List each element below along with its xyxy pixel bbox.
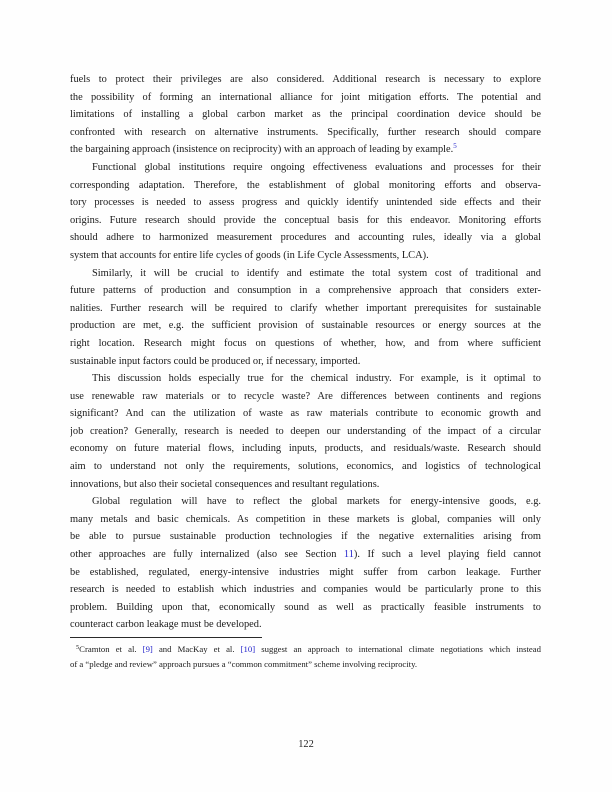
text-line [70, 476, 541, 494]
text-line [70, 300, 541, 318]
text-segment: confronted with research on alternative instruments. Specifically, further research should compare [70, 126, 541, 138]
text-line [70, 616, 541, 634]
text-segment: of a “pledge and review” approach pursues a “common commitment” scheme involving reciprocity. [70, 659, 418, 670]
paragraph [70, 370, 541, 493]
text-line [70, 642, 541, 657]
text-segment: significant? And can the utilization of waste as raw materials contribute to economic growth and [70, 408, 541, 420]
text-segment: economy on future material flows, including inputs, products, and residuals/waste. Research should [70, 443, 541, 455]
text-line [70, 493, 541, 511]
text-line [70, 388, 541, 406]
text-segment: and MacKay et al. [152, 644, 241, 654]
text-segment: nalities. Further research will be required to clarify whether important prerequisites for sustainable [70, 302, 541, 314]
footnote-marker: 5 [76, 644, 80, 651]
text-segment: suggest an approach to international climate negotiations which instead [255, 644, 541, 654]
text-line [70, 106, 541, 124]
text-segment: right location. Research might focus on questions of whether, how, and from where sufficient [70, 337, 541, 349]
text-segment: future patterns of production and consumption in a comprehensive approach that considers exter- [70, 285, 541, 297]
text-segment: research is needed to establish which industries and companies would be particularly prone to this [70, 584, 541, 596]
text-block [70, 71, 541, 672]
text-line [70, 194, 541, 212]
text-segment: aim to understand not only the requirements, solutions, economics, and logistics of technological [70, 461, 541, 473]
text-segment: limitations of installing a global carbon market as the principal coordination device should be [70, 109, 541, 121]
body-text [70, 71, 541, 634]
text-line [70, 564, 541, 582]
citation-link[interactable]: [9] [142, 644, 153, 654]
text-segment: use renewable raw materials or to recycle waste? Are differences between continents and regions [70, 390, 541, 402]
text-line [70, 458, 541, 476]
text-line [70, 282, 541, 300]
text-segment: job creation? Generally, research is needed to deepen our understanding of the impact of a circular [70, 425, 541, 437]
paragraph [70, 493, 541, 634]
text-segment: tory processes is needed to assess progress and quickly identify unintended side effects and their [70, 197, 541, 209]
footnote-text [70, 642, 541, 672]
text-segment: should adhere to harmonized measurement procedures and accounting rules, ideally via a global [70, 232, 541, 244]
text-segment: other approaches are fully internalized (also see Section [70, 549, 344, 561]
page-number: 122 [298, 739, 314, 750]
text-segment: the bargaining approach (insistence on reciprocity) with an approach of leading by example. [70, 144, 454, 156]
text-segment: problem. Building upon that, economically sound as well as practically feasible instruments to [70, 601, 541, 613]
text-line [70, 657, 541, 672]
text-line [70, 71, 541, 89]
text-segment: Global regulation will have to reflect the global markets for energy-intensive goods, e.g. [92, 496, 541, 508]
text-line [70, 229, 541, 247]
text-segment: innovations, but also their societal consequences and resultant regulations. [70, 478, 380, 490]
text-line [70, 528, 541, 546]
text-line [70, 159, 541, 177]
text-line [70, 265, 541, 283]
footnote [70, 637, 541, 672]
text-line [70, 317, 541, 335]
text-segment: corresponding adaptation. Therefore, the establishment of global monitoring efforts and observa- [70, 179, 541, 191]
text-line [70, 370, 541, 388]
text-segment: many metals and basic chemicals. As competition in these markets is global, companies will only [70, 513, 541, 525]
citation-link[interactable]: 11 [343, 549, 354, 561]
text-segment: ). If such a level playing field cannot [353, 549, 541, 561]
text-segment: production are met, e.g. the sufficient provision of sustainable resources or energy sources at the [70, 320, 541, 332]
citation-link[interactable]: [10] [240, 644, 256, 654]
text-line [70, 141, 541, 159]
text-segment: system that accounts for entire life cycles of goods (in Life Cycle Assessments, LCA). [70, 249, 429, 261]
text-segment: Cramton et al. [79, 644, 143, 654]
paragraph [70, 71, 541, 159]
text-line [70, 335, 541, 353]
text-line [70, 124, 541, 142]
text-segment: counteract carbon leakage must be developed. [70, 619, 262, 631]
paragraph [70, 265, 541, 371]
text-segment: sustainable input factors could be produced or, if necessary, imported. [70, 355, 361, 367]
text-segment: This discussion holds especially true for the chemical industry. For example, is it optimal to [92, 373, 541, 385]
footnote-rule [70, 637, 262, 638]
text-line [70, 177, 541, 195]
text-line [70, 423, 541, 441]
text-segment: origins. Future research should provide the conceptual basis for this endeavor. Monitoring efforts [70, 214, 541, 226]
text-line [70, 599, 541, 617]
text-segment: be able to pursue sustainable production technologies if the negative externalities arising from [70, 531, 541, 543]
text-line [70, 405, 541, 423]
text-segment: be established, regulated, energy-intensive industries might suffer from carbon leakage. Further [70, 566, 541, 578]
text-line [70, 353, 541, 371]
text-line [70, 581, 541, 599]
text-segment: Similarly, it will be crucial to identify and estimate the total system cost of traditional and [92, 267, 541, 279]
text-segment: Functional global institutions require ongoing effectiveness evaluations and processes for their [92, 161, 541, 173]
text-line [70, 546, 541, 564]
text-line [70, 440, 541, 458]
text-segment: fuels to protect their privileges are also considered. Additional research is necessary to explore [70, 74, 541, 85]
paragraph [70, 159, 541, 265]
text-segment: the possibility of forming an international alliance for joint mitigation efforts. The potential and [70, 91, 541, 103]
text-line [70, 89, 541, 107]
text-line [70, 212, 541, 230]
text-line [70, 511, 541, 529]
footnote-marker-link[interactable]: 5 [453, 142, 457, 151]
text-line [70, 247, 541, 265]
